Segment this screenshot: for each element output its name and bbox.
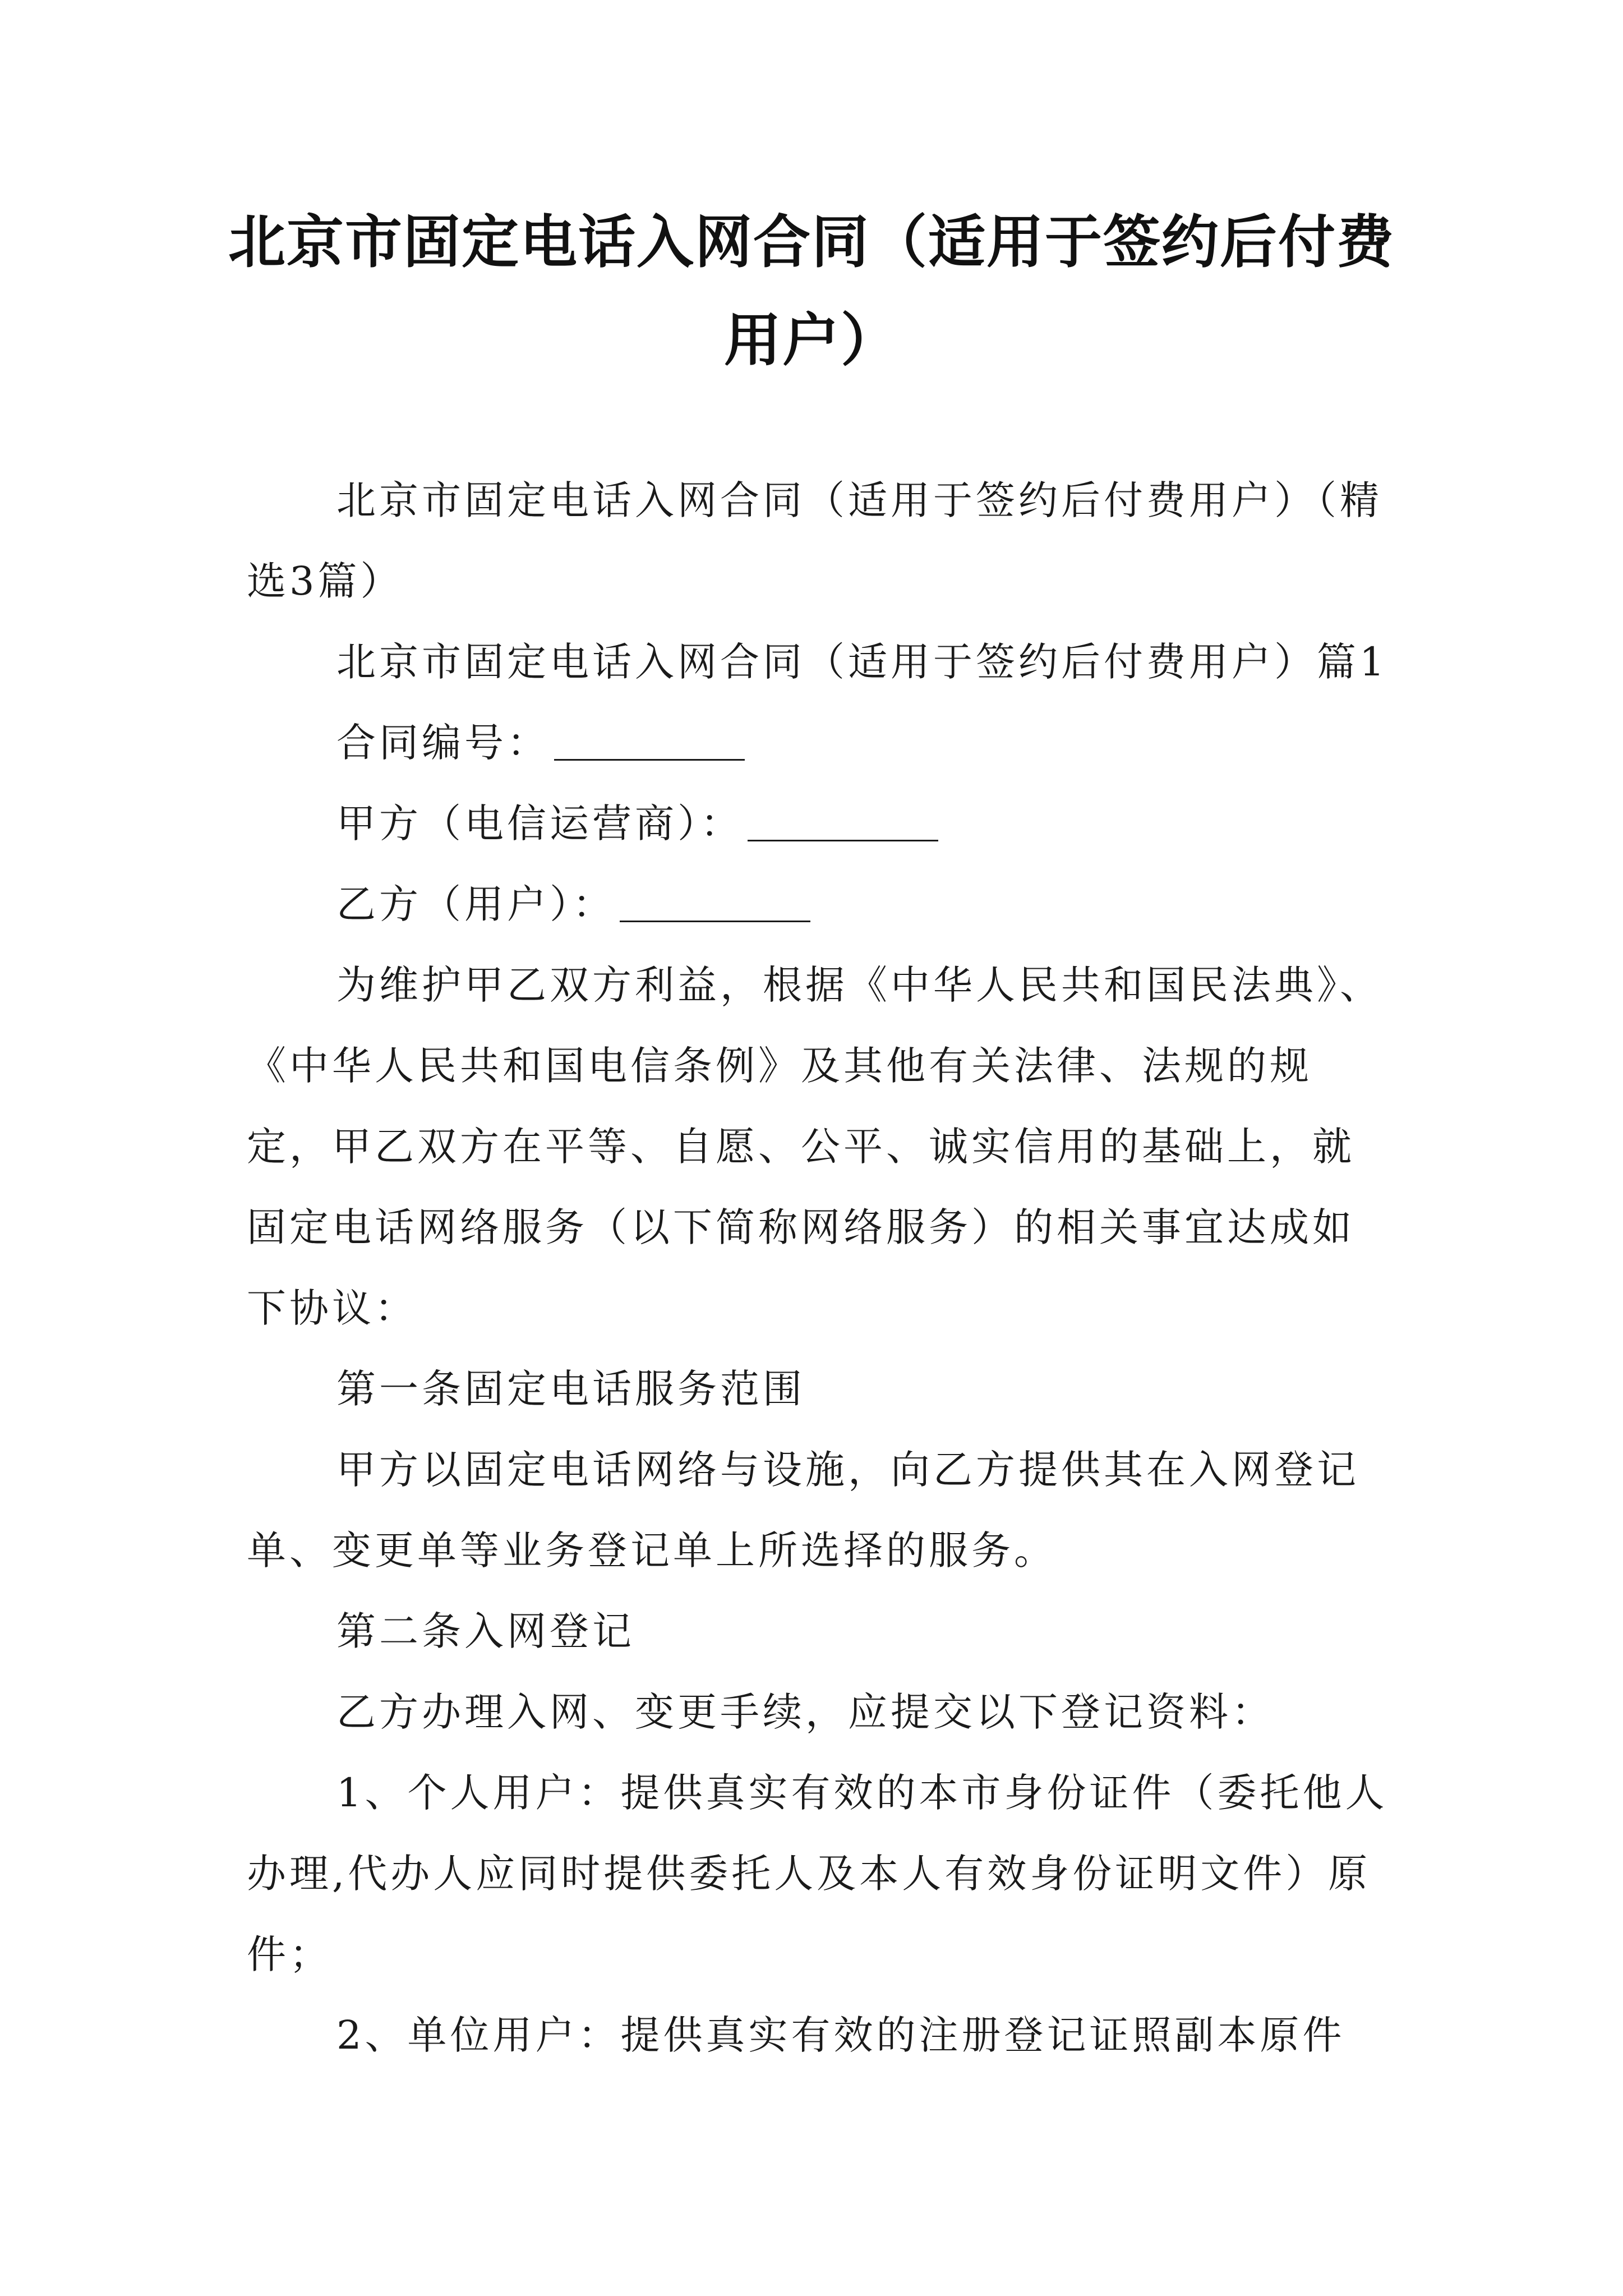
party-a-line (247, 783, 1391, 864)
contract-number-blank (554, 720, 745, 761)
party-a-label: 甲方（电信运营商）： (336, 800, 743, 846)
paragraph-collection-title: 北京市固定电话入网合同（适用于签约后付费用户）（精选3篇） (247, 477, 1382, 604)
article-2-item-1: 1、个人用户：提供真实有效的本市身份证件（委托他人办理,代办人应同时提供委托人及本人有效身份证明文件）原件； (247, 1770, 1388, 1977)
article-2-item-2: 2、单位用户：提供真实有效的注册登记证照副本原件 (336, 2012, 1345, 2058)
article-2-text: 乙方办理入网、变更手续，应提交以下登记资料： (336, 1689, 1274, 1735)
article-1-heading: 第一条固定电话服务范围 (336, 1366, 805, 1412)
article-2-heading: 第二条入网登记 (336, 1608, 635, 1654)
contract-number-label: 合同编号： (336, 720, 550, 766)
document-body (247, 460, 1391, 2076)
party-b-line (247, 864, 1391, 945)
paragraph-part-heading: 北京市固定电话入网合同（适用于签约后付费用户）篇1 (336, 639, 1388, 685)
article-1-text: 甲方以固定电话网络与设施，向乙方提供其在入网登记单、变更单等业务登记单上所选择的服务。 (247, 1447, 1359, 1573)
party-b-blank (620, 881, 810, 922)
paragraph-preamble: 为维护甲乙双方利益，根据《中华人民共和国民法典》、《中华人民共和国电信条例》及其他有关法律、法规的规定，甲乙双方在平等、自愿、公平、诚实信用的基础上，就固定电话网络服务（以下简称网络服务）的相关事宜达成如下协议： (247, 962, 1382, 1331)
contract-number-line (247, 702, 1391, 783)
document-title: 北京市固定电话入网合同（适用于签约后付费用户） (228, 209, 1395, 374)
party-b-label: 乙方（用户）： (336, 881, 615, 927)
party-a-blank (748, 800, 938, 841)
